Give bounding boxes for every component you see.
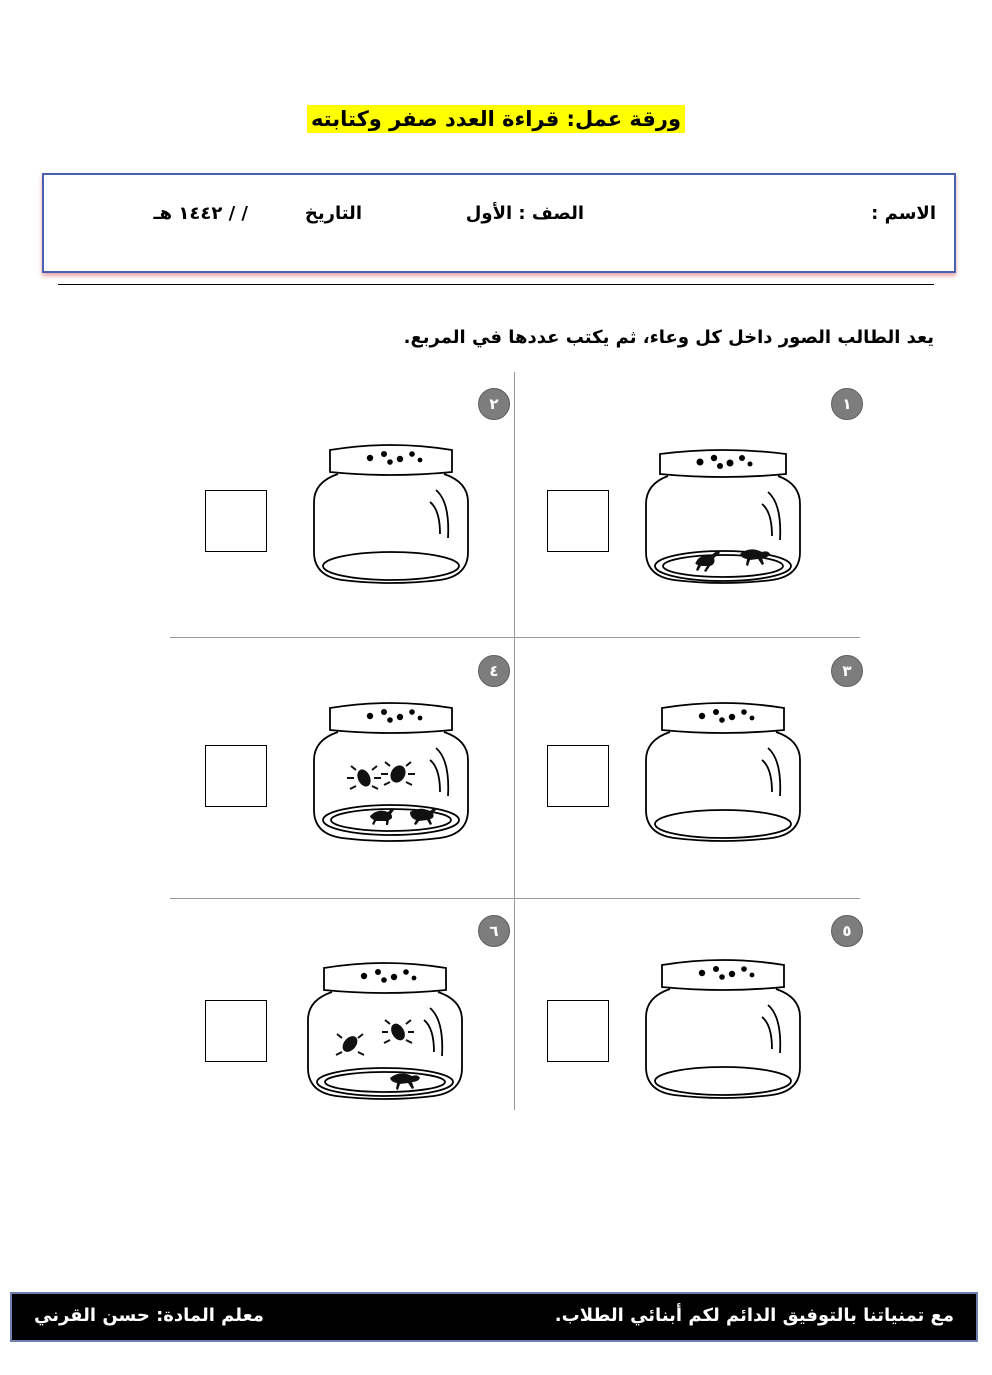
answer-box-4[interactable] [205, 745, 267, 807]
answer-box-2[interactable] [205, 490, 267, 552]
date-label: التاريخ [304, 203, 362, 224]
name-label: الاسم : [871, 203, 936, 224]
instruction-text: يعد الطالب الصور داخل كل وعاء، ثم يكتب عددها في المربع. [403, 327, 934, 348]
insects [336, 1020, 420, 1090]
footer-wishes: مع تمنياتنا بالتوفيق الدائم لكم أبنائي الطلاب. [554, 1305, 954, 1326]
insects [347, 762, 436, 825]
jar-1 [640, 448, 806, 590]
grid-vertical-line [514, 372, 515, 1110]
date-value: / / ١٤٤٢ هـ [153, 203, 248, 224]
student-info-box [42, 173, 956, 273]
insects [695, 549, 770, 572]
item-number-badge-6: ٦ [478, 915, 510, 947]
footer-bar [10, 1292, 978, 1342]
grid-horizontal-line [170, 898, 860, 899]
item-number-badge-3: ٣ [831, 655, 863, 687]
jar-5 [640, 957, 806, 1105]
worksheet-title: ورقة عمل: قراءة العدد صفر وكتابته [307, 105, 685, 133]
jar-6 [302, 960, 468, 1106]
item-number-badge-2: ٢ [478, 388, 510, 420]
answer-box-6[interactable] [205, 1000, 267, 1062]
jar-3 [640, 700, 806, 848]
jar-2 [308, 442, 474, 590]
item-number-badge-1: ١ [831, 388, 863, 420]
worksheet-title-wrap [0, 105, 992, 133]
grid-horizontal-line [170, 637, 860, 638]
jar-4 [308, 700, 474, 848]
answer-box-1[interactable] [547, 490, 609, 552]
item-number-badge-5: ٥ [831, 915, 863, 947]
item-number-badge-4: ٤ [478, 655, 510, 687]
footer-teacher: معلم المادة: حسن القرني [34, 1305, 264, 1326]
answer-box-5[interactable] [547, 1000, 609, 1062]
divider-line [58, 284, 934, 285]
answer-box-3[interactable] [547, 745, 609, 807]
class-label: الصف : الأول [465, 203, 584, 224]
